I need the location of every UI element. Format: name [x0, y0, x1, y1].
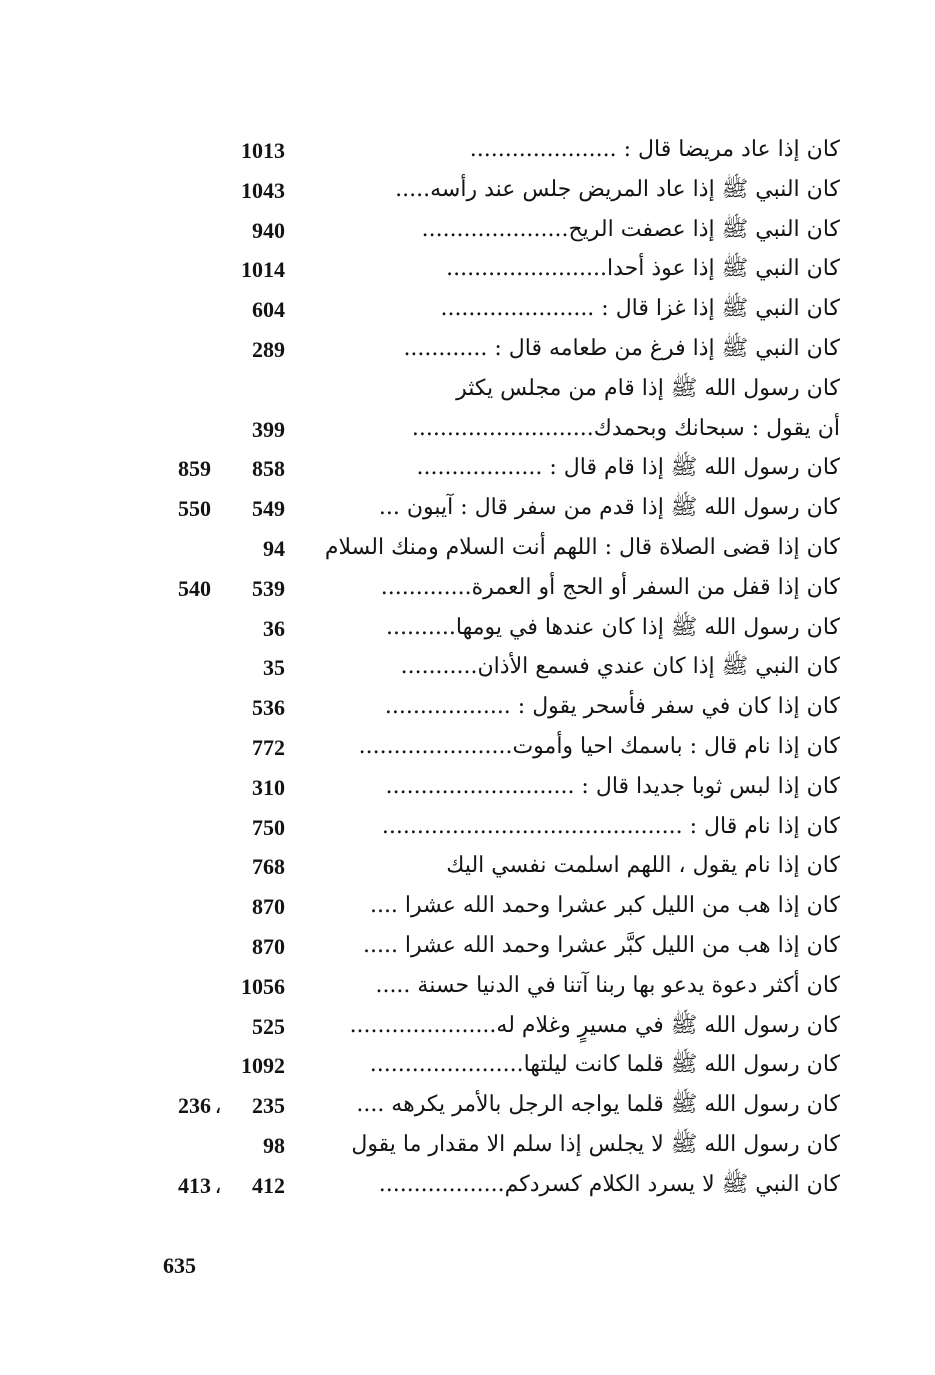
page-separator: ،	[214, 1172, 222, 1198]
entry-text: كان النبي ﷺ إذا غزا قال : ......................	[440, 296, 840, 322]
entry-page-number: 1043	[241, 177, 285, 203]
entry-page-number: 1013	[241, 138, 285, 163]
entry-text: كان النبي ﷺ إذا فرغ من طعامه قال : ............	[403, 335, 840, 361]
page-number: 635	[163, 1253, 196, 1278]
entry-text: كان إذا كان في سفر فأسحر يقول : ..................	[384, 694, 840, 720]
entry-page-number: 536	[252, 695, 285, 721]
entry-page-number: 858	[252, 456, 285, 482]
entry-page-number: 549	[252, 496, 285, 522]
entry-text: كان رسول الله ﷺ إذا قام من مجلس يكثر	[456, 375, 840, 401]
entry-page-number: 36	[263, 615, 285, 641]
entry-pages	[225, 1013, 285, 1041]
entry-pages	[225, 296, 285, 324]
entry-pages	[225, 416, 285, 444]
entry-text: كان النبي ﷺ إذا عاد المريض جلس عند رأسه.....	[395, 176, 840, 202]
entry-page-number: 1092	[241, 1053, 285, 1079]
index-entry	[150, 1126, 850, 1166]
entry-page-number: 539	[252, 575, 285, 601]
entry-text: كان رسول الله ﷺ قلما يواجه الرجل بالأمر يكرهه ....	[356, 1092, 840, 1118]
index-entry	[150, 609, 850, 649]
entry-text: كان إذا نام يقول ، اللهم اسلمت نفسي اليك	[446, 853, 840, 879]
entry-page-number: 859	[178, 456, 211, 482]
entry-pages	[151, 495, 285, 523]
entry-text: أن يقول : سبحانك وبحمدك..........................	[411, 415, 840, 441]
entry-text: كان إذا لبس ثوبا جديدا قال : ...........................	[385, 773, 840, 799]
entry-page-number: 1056	[241, 973, 285, 999]
index-entry	[150, 1007, 850, 1047]
index-entry	[150, 1086, 850, 1126]
entry-text: كان رسول الله ﷺ في مسيرٍ وغلام له.....................	[349, 1012, 840, 1038]
index-entry	[150, 728, 850, 768]
entry-text: كان رسول الله ﷺ إذا قام قال : ..................	[416, 455, 840, 481]
entry-page-number: 413	[178, 1172, 211, 1198]
entry-text: كان رسول الله ﷺ إذا كان عندها في يومها..........	[385, 614, 840, 640]
entry-pages	[151, 575, 285, 603]
entry-pages	[151, 1092, 285, 1120]
entry-page-number: 940	[252, 217, 285, 243]
entry-text: كان رسول الله ﷺ لا يجلس إذا سلم الا مقدار ما يقول	[351, 1131, 840, 1157]
entry-page-number: 870	[252, 894, 285, 920]
entry-pages	[225, 1052, 285, 1080]
entry-page-number: 772	[252, 734, 285, 760]
entry-pages	[225, 973, 285, 1001]
index-entry	[150, 967, 850, 1007]
entry-text: كان إذا قفل من السفر أو الحج أو العمرة.............	[380, 574, 840, 600]
index-entry	[150, 569, 850, 609]
index-entry	[150, 768, 850, 808]
entry-pages	[225, 615, 285, 643]
index-entry	[150, 887, 850, 927]
page-separator	[211, 575, 225, 603]
entry-pages	[225, 535, 285, 563]
entry-pages	[225, 336, 285, 364]
index-entry	[150, 648, 850, 688]
entry-text: كان رسول الله ﷺ قلما كانت ليلتها......................	[369, 1052, 840, 1078]
entry-pages	[225, 774, 285, 802]
entry-page-number: 310	[252, 774, 285, 800]
entry-pages	[225, 893, 285, 921]
entry-pages	[151, 455, 285, 483]
index-entry	[150, 131, 850, 171]
entry-text: كان النبي ﷺ إذا عصفت الريح.....................	[421, 216, 840, 242]
entry-text: كان إذا قضى الصلاة قال : اللهم أنت السلام ومنك السلام	[324, 534, 840, 560]
page-separator	[211, 455, 225, 483]
index-entry	[150, 410, 850, 450]
index-entry	[150, 688, 850, 728]
entry-text: كان إذا عاد مريضا قال : .....................	[469, 137, 840, 162]
entry-page-number: 550	[178, 496, 211, 522]
entry-pages	[151, 1172, 285, 1200]
entry-pages	[225, 734, 285, 762]
entry-text: كان أكثر دعوة يدعو بها ربنا آتنا في الدنيا حسنة .....	[375, 972, 840, 998]
entry-text: كان إذا هب من الليل كبر عشرا وحمد الله عشرا ....	[369, 893, 840, 919]
entry-text: كان النبي ﷺ إذا كان عندي فسمع الأذان...........	[400, 654, 840, 680]
entry-text: كان إذا نام قال : ...........................................	[381, 813, 840, 839]
entry-text: كان إذا نام قال : باسمك احيا وأموت......................	[358, 733, 840, 759]
entry-text: كان إذا هب من الليل كبَّر عشرا وحمد الله عشرا .....	[362, 932, 840, 958]
entry-page-number: 235	[252, 1093, 285, 1119]
entry-page-number: 35	[263, 655, 285, 681]
entry-page-number: 525	[252, 1013, 285, 1039]
entry-pages	[225, 137, 285, 165]
entry-text: كان النبي ﷺ إذا عوذ أحدا.......................	[446, 256, 840, 282]
index-entry	[150, 529, 850, 569]
index-entry	[150, 171, 850, 211]
entry-pages	[225, 814, 285, 842]
entry-pages	[225, 256, 285, 284]
entry-page-number: 98	[263, 1132, 285, 1158]
index-entry	[150, 370, 850, 410]
entry-pages	[225, 694, 285, 722]
entry-page-number: 1014	[241, 257, 285, 283]
entry-pages	[225, 654, 285, 682]
entry-pages	[225, 177, 285, 205]
index-entry	[150, 250, 850, 290]
entry-pages	[225, 853, 285, 881]
index-entry	[150, 290, 850, 330]
entry-pages	[225, 217, 285, 245]
entry-page-number: 540	[178, 575, 211, 601]
index-entry	[150, 211, 850, 251]
index-entry	[150, 449, 850, 489]
entry-page-number: 412	[252, 1172, 285, 1198]
page-separator: ،	[214, 1093, 222, 1119]
entry-pages	[225, 1132, 285, 1160]
entry-page-number: 236	[178, 1093, 211, 1119]
index-entry	[150, 927, 850, 967]
index-entry	[150, 808, 850, 848]
index-entry	[150, 847, 850, 887]
entry-page-number: 604	[252, 297, 285, 323]
entry-pages	[225, 933, 285, 961]
entry-text: كان رسول الله ﷺ إذا قدم من سفر قال : آيبون ...	[378, 495, 840, 521]
index-entry	[150, 330, 850, 370]
index-entries	[150, 131, 850, 1206]
index-entry	[150, 1046, 850, 1086]
entry-text: كان النبي ﷺ لا يسرد الكلام كسردكم..................	[378, 1171, 840, 1197]
entry-page-number: 750	[252, 814, 285, 840]
entry-page-number: 399	[252, 416, 285, 442]
index-entry	[150, 1166, 850, 1206]
entry-page-number: 768	[252, 854, 285, 880]
index-entry	[150, 489, 850, 529]
entry-page-number: 870	[252, 933, 285, 959]
page-separator	[211, 495, 225, 523]
entry-page-number: 94	[263, 535, 285, 561]
entry-page-number: 289	[252, 336, 285, 362]
